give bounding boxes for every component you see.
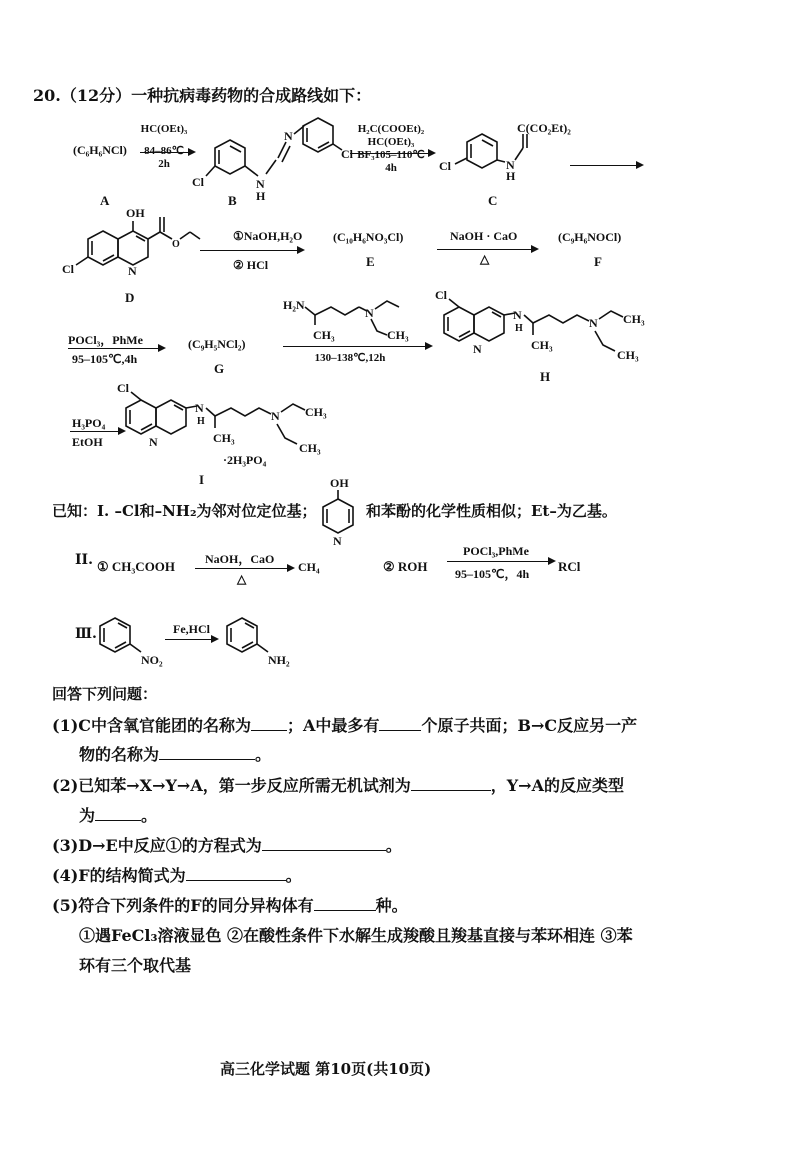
- structure-hydroxypyridine: [316, 475, 362, 548]
- structure-c: [437, 112, 587, 192]
- known-ii-2-cond1: POCl₃,PhMe: [463, 544, 529, 558]
- methyl-label: CH₃: [299, 441, 321, 455]
- answer-blank[interactable]: [186, 866, 286, 881]
- condition-text: 84–86℃: [144, 145, 184, 157]
- condition-f-g-1: POCl₃，PhMe: [68, 333, 143, 347]
- text: (2)已知苯→X→Y→A，第一步反应所需无机试剂为: [52, 776, 411, 795]
- known-iii-label: Ⅲ.: [75, 626, 97, 642]
- amine-n-label: N: [506, 158, 515, 172]
- condition-e-f-2: △: [480, 252, 490, 266]
- formula-g: (C₉H₅NCl₂): [188, 337, 246, 351]
- reaction-arrow: [68, 348, 164, 349]
- text: (1)C中含氧官能团的名称为: [52, 716, 252, 735]
- question-header: 20.（12分）一种抗病毒药物的合成路线如下：: [33, 86, 372, 105]
- condition-f-g-2: 95–105℃,4h: [72, 352, 138, 366]
- formula-a: (C₆H₆NCl): [73, 143, 127, 157]
- known-ii-label: II.: [75, 552, 93, 568]
- answer-blank[interactable]: [251, 716, 287, 731]
- ring-n-label: N: [149, 435, 158, 449]
- amine-h-label: H: [506, 169, 516, 183]
- reaction-arrow: [165, 639, 217, 640]
- text: 。: [285, 866, 302, 885]
- text: 物的名称为: [79, 745, 160, 764]
- answer-blank[interactable]: [379, 716, 421, 731]
- answer-blank[interactable]: [262, 836, 386, 851]
- condition-h-i-2: EtOH: [72, 435, 103, 449]
- reaction-arrow: [195, 568, 293, 569]
- known-ii-2-product: RCl: [558, 559, 581, 574]
- formula-f: (C₉H₆NOCl): [558, 230, 622, 244]
- amine-n-label: N: [256, 177, 265, 191]
- subquestion-2: [52, 773, 624, 796]
- label-b: B: [228, 193, 237, 208]
- known-ii-1-product: CH₄: [298, 560, 320, 574]
- condition-d-e-1: ①NaOH,H₂O: [233, 229, 303, 243]
- known-ii-1-cond2: △: [237, 572, 247, 586]
- structure-d: [62, 205, 202, 290]
- chlorine-label: Cl: [62, 262, 74, 276]
- subquestion-5: [52, 893, 408, 916]
- amine-n-label: N: [589, 316, 598, 330]
- amine-n-label: N: [365, 306, 374, 320]
- subquestion-3: [52, 833, 402, 856]
- label-g: G: [214, 361, 225, 376]
- reaction-arrow: [350, 153, 434, 154]
- subquestion-5-condition-1: ①遇FeCl₃溶液显色 ②在酸性条件下水解生成羧酸且羧基直接与苯环相连 ③苯: [79, 926, 633, 945]
- known-ii-1-cond1: NaOH，CaO: [205, 552, 275, 566]
- methyl-label: CH₃: [387, 328, 409, 342]
- ring-n-label: N: [128, 264, 137, 278]
- condition-text: 4h: [385, 162, 397, 174]
- structure-i: [115, 380, 355, 470]
- label-c: C: [488, 193, 498, 208]
- answer-blank[interactable]: [314, 896, 376, 911]
- condition-e-f-1: NaOH · CaO: [450, 229, 518, 243]
- text: ；A中最多有: [287, 716, 380, 735]
- text: (5)符合下列条件的F的同分异构体有: [52, 896, 314, 915]
- subquestion-1: [52, 713, 637, 736]
- text: 种。: [375, 896, 408, 915]
- condition-text: HC(OEt)₃: [367, 136, 415, 148]
- condition-g-h: 130–138℃,12h: [314, 352, 386, 364]
- structure-b: [190, 110, 360, 203]
- condition-d-e-2: ② HCl: [233, 258, 269, 272]
- hydroxyl-label: OH: [126, 206, 145, 220]
- chlorine-label: Cl: [117, 381, 129, 395]
- known-ii-2-cond2: 95–105℃，4h: [455, 567, 530, 581]
- condition-h-i-1: H₃PO₄: [72, 416, 106, 430]
- text: 。: [385, 836, 402, 855]
- text: 为: [79, 806, 96, 825]
- label-d: D: [125, 290, 135, 305]
- amino-label: NH₂: [268, 653, 290, 667]
- condition-b-c: [345, 123, 437, 175]
- known-line-1a: 已知：I. –Cl和–NH₂为邻对位定位基；: [52, 502, 317, 520]
- subquestion-4: [52, 863, 302, 886]
- imine-n-label: N: [284, 129, 293, 143]
- label-a: A: [100, 193, 110, 208]
- label-h: H: [540, 369, 551, 384]
- label-e: E: [366, 254, 375, 269]
- subquestion-1-cont: [79, 742, 271, 765]
- amino-label: H₂N: [283, 298, 305, 312]
- known-iii-cond: Fe,HCl: [173, 622, 210, 636]
- reaction-arrow: [437, 249, 537, 250]
- amine-nh-label: N: [513, 308, 522, 322]
- amine-h-label: H: [256, 189, 266, 203]
- subquestion-2-cont: [79, 803, 157, 826]
- salt-label: ·2H₃PO₄: [223, 453, 267, 467]
- amine-n-label: N: [271, 409, 280, 423]
- page-footer: 高三化学试题 第10页(共10页): [220, 1060, 432, 1078]
- text: 。: [255, 745, 272, 764]
- condition-text: H₂C(COOEt)₂: [357, 123, 425, 135]
- text: 。: [141, 806, 158, 825]
- reaction-arrow: [447, 561, 554, 562]
- methyl-label: CH₃: [213, 431, 235, 445]
- text: ，Y→A的反应类型: [490, 776, 624, 795]
- reaction-arrow: [200, 250, 303, 251]
- methyl-label: CH₃: [305, 405, 327, 419]
- text: 个原子共面；B→C反应另一产: [421, 716, 638, 735]
- hydroxyl-label: OH: [330, 476, 349, 490]
- known-ii-2: ② ROH: [383, 559, 428, 574]
- methyl-label: CH₃: [531, 338, 553, 352]
- label-f: F: [594, 254, 602, 269]
- ring-n-label: N: [473, 342, 482, 356]
- formula-e: (C₁₀H₆NO₃Cl): [333, 230, 404, 244]
- answer-blank[interactable]: [95, 806, 141, 821]
- chlorine-label: Cl: [192, 175, 204, 189]
- condition-text: HC(OEt)₃: [140, 123, 188, 135]
- answer-blank[interactable]: [411, 776, 491, 791]
- text: (3)D→E中反应①的方程式为: [52, 836, 262, 855]
- amine-h-label: H: [515, 323, 523, 334]
- condition-text: BF₃105–110℃: [357, 149, 425, 161]
- reaction-arrow: [570, 165, 642, 166]
- chlorine-label: Cl: [439, 159, 451, 173]
- ester-o-label: O: [172, 239, 180, 250]
- malonate-label: C(CO₂Et)₂: [517, 121, 571, 135]
- condition-text: 2h: [158, 158, 170, 170]
- structure-nitrobenzene: [93, 612, 173, 672]
- reaction-arrow: [283, 346, 431, 347]
- structure-h: [433, 287, 673, 372]
- reaction-arrow: [140, 152, 194, 153]
- structure-aniline: [220, 612, 300, 672]
- known-ii-1: ① CH₃COOH: [97, 559, 176, 574]
- text: (4)F的结构简式为: [52, 866, 186, 885]
- label-i: I: [199, 472, 205, 487]
- subquestion-5-condition-2: 环有三个取代基: [79, 956, 192, 975]
- chlorine-label: Cl: [435, 288, 447, 302]
- methyl-label: CH₃: [623, 312, 645, 326]
- structure-side-chain: [283, 295, 423, 350]
- amine-h-label: H: [197, 416, 205, 427]
- answer-blank[interactable]: [159, 745, 255, 760]
- chlorine-label: Cl: [341, 147, 353, 161]
- questions-prompt: 回答下列问题：: [52, 685, 158, 703]
- known-line-1b: 和苯酚的化学性质相似；Et–为乙基。: [366, 502, 617, 520]
- ring-n-label: N: [333, 534, 342, 548]
- nitro-label: NO₂: [141, 653, 163, 667]
- condition-a-b: [133, 123, 195, 171]
- methyl-label: CH₃: [617, 348, 639, 362]
- amine-nh-label: N: [195, 401, 204, 415]
- methyl-label: CH₃: [313, 328, 335, 342]
